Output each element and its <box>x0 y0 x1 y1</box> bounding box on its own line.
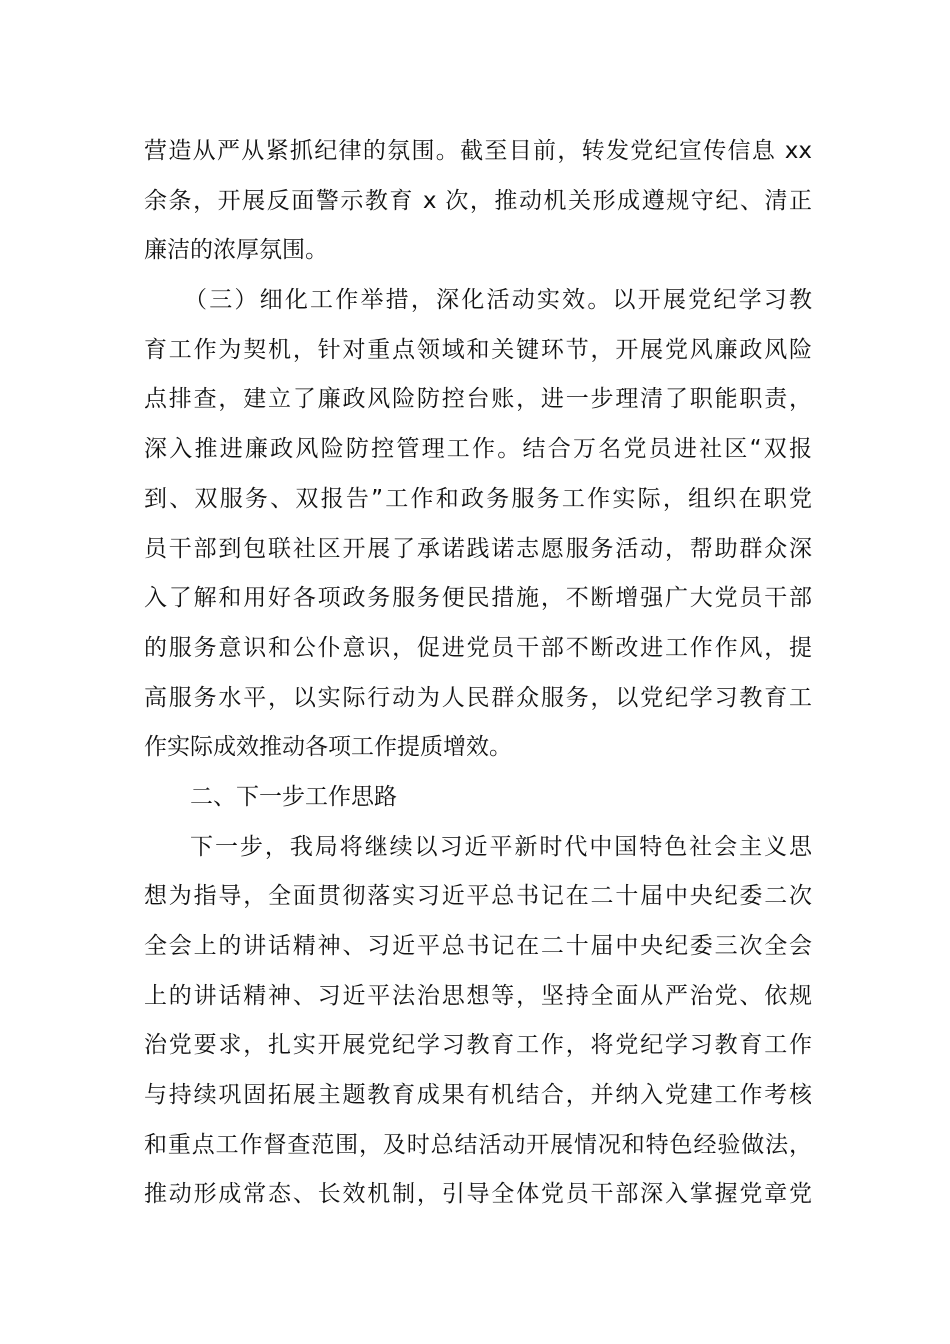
paragraph-line-20: 与持续巩固拓展主题教育成果有机结合，并纳入党建工作考核 <box>144 1082 812 1109</box>
paragraph-line-17: 全会上的讲话精神、习近平总书记在二十届中央纪委三次全会 <box>144 933 812 959</box>
paragraph-line-10: 入了解和用好各项政务服务便民措施，不断增强广大党员干部 <box>144 585 812 612</box>
document-body <box>144 127 812 1220</box>
paragraph-line-18: 上的讲话精神、习近平法治思想等，坚持全面从严治党、依规 <box>144 982 812 1009</box>
paragraph-line-11: 的服务意识和公仆意识，促进党员干部不断改进工作作风，提 <box>144 634 812 661</box>
paragraph-line-19: 治党要求，扎实开展党纪学习教育工作，将党纪学习教育工作 <box>144 1032 812 1059</box>
section-three-heading-line: （三）细化工作举措，深化活动实效。以开展党纪学习教 <box>184 287 812 314</box>
paragraph-line-6: 点排查，建立了廉政风险防控台账，进一步理清了职能职责， <box>144 386 812 413</box>
paragraph-line-9: 员干部到包联社区开展了承诺践诺志愿服务活动，帮助群众深 <box>144 535 812 562</box>
paragraph-line-5: 育工作为契机，针对重点领域和关键环节，开展党风廉政风险 <box>144 336 812 363</box>
paragraph-line-12: 高服务水平，以实际行动为人民群众服务，以党纪学习教育工 <box>144 684 812 711</box>
paragraph-line-16: 想为指导，全面贯彻落实习近平总书记在二十届中央纪委二次 <box>144 883 812 910</box>
paragraph-line-21: 和重点工作督查范围，及时总结活动开展情况和特色经验做法， <box>144 1131 812 1158</box>
paragraph-line-8: 到、双服务、双报告”工作和政务服务工作实际，组织在职党 <box>144 485 812 512</box>
section-two-heading: 二、下一步工作思路 <box>190 783 397 810</box>
paragraph-line-3: 廉洁的浓厚氛围。 <box>144 237 328 264</box>
paragraph-line-22: 推动形成常态、长效机制，引导全体党员干部深入掌握党章党 <box>144 1181 812 1208</box>
paragraph-line-7: 深入推进廉政风险防控管理工作。结合万名党员进社区“双报 <box>144 436 812 463</box>
paragraph-line-13: 作实际成效推动各项工作提质增效。 <box>144 734 512 761</box>
paragraph-line-1: 营造从严从紧抓纪律的氛围。截至目前，转发党纪宣传信息 xx <box>144 138 812 164</box>
paragraph-line-15: 下一步，我局将继续以习近平新时代中国特色社会主义思 <box>190 833 812 860</box>
paragraph-line-2: 余条，开展反面警示教育 x 次，推动机关形成遵规守纪、清正 <box>144 187 812 214</box>
